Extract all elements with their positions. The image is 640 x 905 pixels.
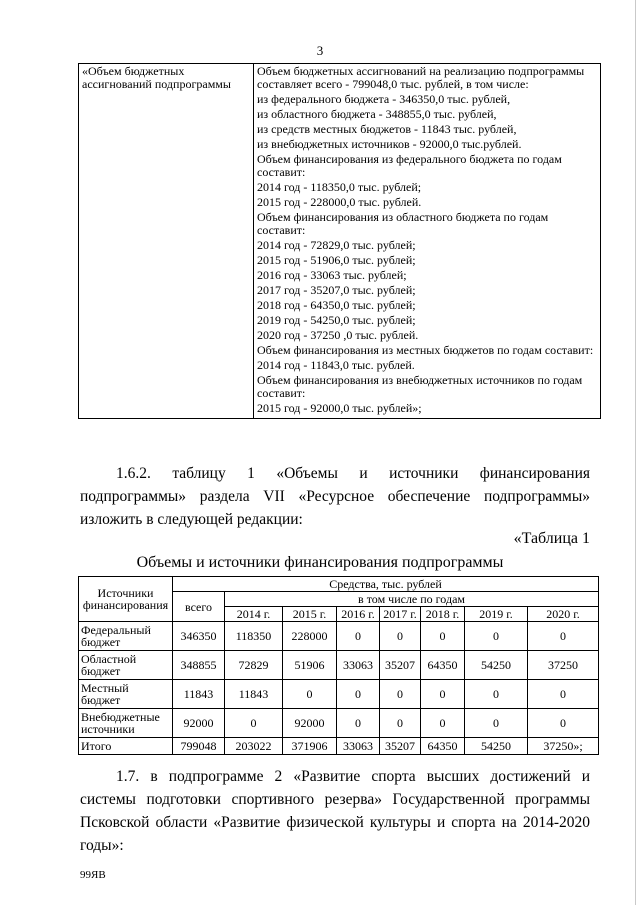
cell-value: 92000	[283, 709, 337, 738]
paragraph-number: 1.6.2.	[116, 465, 151, 482]
cell-value: 0	[421, 709, 465, 738]
header-year: 2014 г.	[225, 607, 283, 622]
cell-value: 0	[380, 709, 421, 738]
cell-value: 51906	[283, 651, 337, 680]
header-source: Источники финансирования	[79, 577, 173, 622]
scan-edge-line	[635, 0, 636, 905]
header-total: всего	[173, 592, 225, 622]
passport-line: из внебюджетных источников - 92000,0 тыс.рублей.	[257, 137, 522, 151]
cell-value: 33063	[337, 738, 380, 755]
passport-line: 2015 год - 228000,0 тыс. рублей.	[257, 195, 422, 209]
row-source: Итого	[79, 738, 173, 755]
cell-value: 92000	[173, 709, 225, 738]
paragraph-text: в подпрограмме 2 «Развитие спорта высших достижений и системы подготовки спортивного резерва» Государственной программы Псковской области «Развитие физической культуры и спорта на 2014-2020 годы»:	[80, 768, 590, 854]
cell-value: 228000	[283, 622, 337, 651]
cell-value: 0	[421, 680, 465, 709]
row-source: Внебюджетные источники	[79, 709, 173, 738]
total-row	[79, 738, 599, 755]
passport-line: 2014 год - 72829,0 тыс. рублей;	[257, 238, 416, 252]
cell-value: 0	[465, 680, 528, 709]
cell-value: 348855	[173, 651, 225, 680]
header-year: 2020 г.	[528, 607, 599, 622]
cell-value: 11843	[173, 680, 225, 709]
passport-line: из средств местных бюджетов - 11843 тыс. рублей,	[257, 122, 517, 136]
cell-value: 799048	[173, 738, 225, 755]
cell-value: 33063	[337, 651, 380, 680]
row-source: Местный бюджет	[79, 680, 173, 709]
passport-line: Объем бюджетных ассигнований на реализацию подпрограммы составляет всего - 799048,0 тыс. рублей, в том числе:	[257, 64, 585, 91]
cell-value: 0	[225, 709, 283, 738]
table-row	[79, 651, 599, 680]
paragraph-text: таблицу 1 «Объемы и источники финансирования подпрограммы» раздела VII «Ресурсное обеспечение подпрограммы» изложить в следующей редакции:	[80, 465, 590, 528]
passport-line: 2015 год - 51906,0 тыс. рублей;	[257, 253, 416, 267]
passport-line: Объем финансирования из внебюджетных источников по годам составит:	[257, 373, 583, 400]
passport-line: 2018 год - 64350,0 тыс. рублей;	[257, 298, 416, 312]
cell-value: 0	[528, 680, 599, 709]
passport-line: Объем финансирования из областного бюджета по годам составит:	[257, 210, 549, 237]
cell-value: 35207	[380, 738, 421, 755]
passport-line: Объем финансирования из местных бюджетов по годам составит:	[257, 343, 594, 357]
cell-value: 35207	[380, 651, 421, 680]
passport-line: из федерального бюджета - 346350,0 тыс. рублей,	[257, 92, 511, 106]
passport-line: 2017 год - 35207,0 тыс. рублей;	[257, 283, 416, 297]
passport-line: 2020 год - 37250 ,0 тыс. рублей.	[257, 328, 419, 342]
passport-line: Объем финансирования из федерального бюджета по годам составит:	[257, 152, 562, 179]
table-row	[79, 709, 599, 738]
header-funds: Средства, тыс. рублей	[173, 577, 599, 592]
cell-value: 0	[337, 680, 380, 709]
paragraph-1-7	[80, 765, 590, 857]
cell-value: 64350	[421, 738, 465, 755]
cell-value: 0	[337, 709, 380, 738]
header-years-group: в том числе по годам	[225, 592, 599, 607]
cell-value: 0	[337, 622, 380, 651]
passport-right-cell	[254, 64, 601, 419]
paragraph-number: 1.7.	[116, 768, 140, 785]
passport-table	[78, 63, 601, 419]
passport-left-cell: «Объем бюджетных ассигнований подпрограммы	[79, 64, 254, 419]
table-header-row	[79, 577, 599, 592]
passport-line: 2015 год - 92000,0 тыс. рублей»;	[257, 401, 422, 415]
cell-value: 64350	[421, 651, 465, 680]
cell-value: 203022	[225, 738, 283, 755]
document-code: 99ЯВ	[80, 869, 106, 881]
cell-value: 37250	[528, 651, 599, 680]
table-row	[79, 622, 599, 651]
cell-value: 0	[465, 709, 528, 738]
passport-line: из областного бюджета - 348855,0 тыс. рублей,	[257, 107, 497, 121]
header-year: 2017 г.	[380, 607, 421, 622]
passport-line: 2016 год - 33063 тыс. рублей;	[257, 268, 407, 282]
cell-value: 0	[465, 622, 528, 651]
cell-value: 11843	[225, 680, 283, 709]
cell-value: 0	[421, 622, 465, 651]
passport-line: 2014 год - 118350,0 тыс. рублей;	[257, 180, 422, 194]
cell-value: 72829	[225, 651, 283, 680]
cell-value: 54250	[465, 738, 528, 755]
page-number: 3	[316, 43, 324, 58]
passport-row	[79, 64, 601, 419]
cell-value: 0	[380, 622, 421, 651]
header-year: 2016 г.	[337, 607, 380, 622]
cell-value: 0	[283, 680, 337, 709]
cell-value: 118350	[225, 622, 283, 651]
cell-value: 0	[528, 709, 599, 738]
table-label: «Таблица 1	[513, 530, 590, 547]
row-source: Федеральный бюджет	[79, 622, 173, 651]
row-source: Областной бюджет	[79, 651, 173, 680]
cell-value: 346350	[173, 622, 225, 651]
header-year: 2015 г.	[283, 607, 337, 622]
cell-value: 54250	[465, 651, 528, 680]
cell-value: 0	[528, 622, 599, 651]
cell-value: 371906	[283, 738, 337, 755]
header-year: 2018 г.	[421, 607, 465, 622]
passport-line: 2014 год - 11843,0 тыс. рублей.	[257, 358, 415, 372]
cell-value: 37250»;	[528, 738, 599, 755]
table-row	[79, 680, 599, 709]
funding-table	[78, 576, 599, 755]
cell-value: 0	[380, 680, 421, 709]
passport-line: 2019 год - 54250,0 тыс. рублей;	[257, 313, 416, 327]
header-year: 2019 г.	[465, 607, 528, 622]
paragraph-1-6-2	[80, 462, 590, 531]
table-title: Объемы и источники финансирования подпрограммы	[136, 554, 504, 571]
